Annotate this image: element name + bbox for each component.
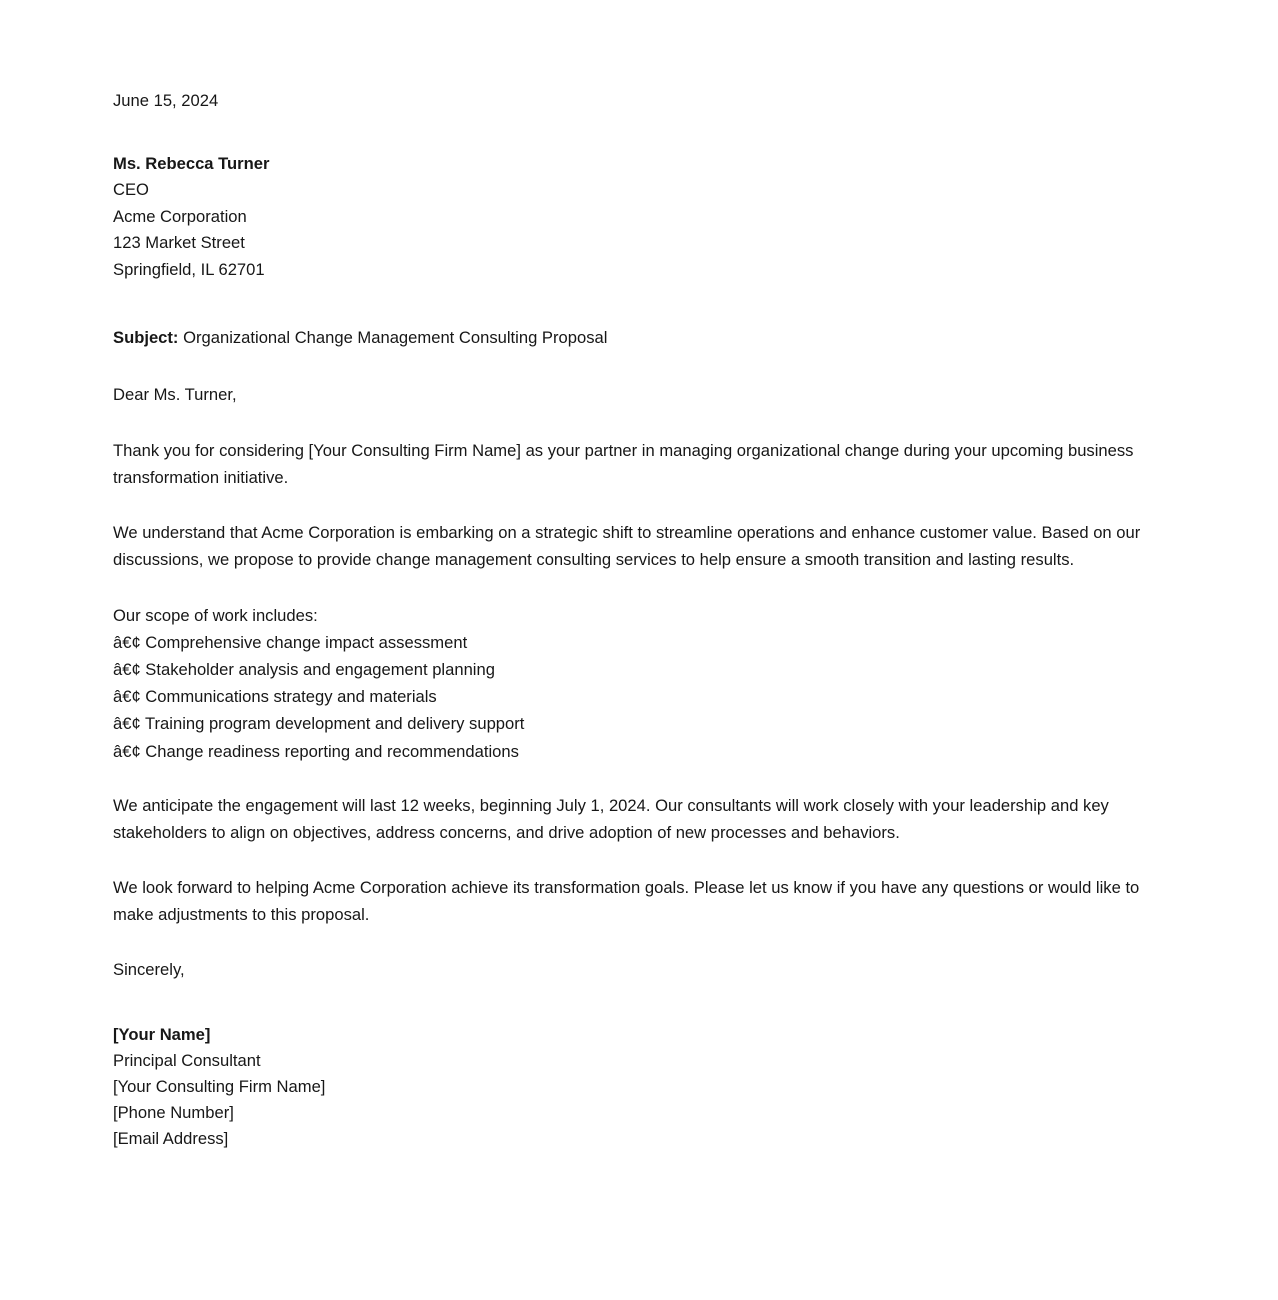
body-paragraph-2: We understand that Acme Corporation is embarking on a strategic shift to streamline operations and enhance customer value. Based on our discussions, we propose to provide change management consulting services to help ensure a smooth transition and lasting results. — [113, 523, 1141, 570]
recipient-title: CEO — [113, 180, 149, 200]
body-paragraph-3: We anticipate the engagement will last 12 weeks, beginning July 1, 2024. Our consultants will work closely with your leadership and key stakeholders to align on objectives, address concerns, and drive adoption of new processes and behaviors. — [113, 795, 1109, 842]
recipient-name: Ms. Rebecca Turner — [113, 153, 270, 173]
list-item — [113, 683, 1167, 710]
signature-block — [113, 1021, 1167, 1151]
letter-date: June 15, 2024 — [113, 91, 219, 110]
list-item — [113, 710, 1167, 737]
list-item-label: Training program development and delivery support — [145, 714, 525, 734]
bullet-icon: â€¢ — [113, 632, 146, 652]
signer-email: [Email Address] — [113, 1128, 229, 1148]
bullet-icon: â€¢ — [113, 714, 145, 734]
body-paragraph-1: Thank you for considering [Your Consulting Firm Name] as your partner in managing organizational change during your upcoming business transformation initiative. — [113, 440, 1134, 487]
bullet-icon: â€¢ — [113, 741, 146, 761]
list-item-label: Comprehensive change impact assessment — [145, 632, 468, 652]
bullet-icon: â€¢ — [113, 659, 146, 679]
list-item-label: Communications strategy and materials — [145, 687, 437, 707]
signer-title: Principal Consultant — [113, 1051, 261, 1071]
recipient-street: 123 Market Street — [113, 233, 245, 253]
scope-list — [113, 629, 1167, 765]
list-item — [113, 629, 1167, 656]
salutation: Dear Ms. Turner, — [113, 385, 237, 405]
signer-firm: [Your Consulting Firm Name] — [113, 1076, 326, 1096]
letter-body — [113, 88, 1167, 1151]
scope-intro: Our scope of work includes: — [113, 605, 318, 625]
body-paragraph-4: We look forward to helping Acme Corporation achieve its transformation goals. Please let us know if you have any questions or would like to make adjustments to this proposal. — [113, 878, 1140, 925]
subject-text: Organizational Change Management Consulting Proposal — [178, 327, 608, 347]
bullet-icon: â€¢ — [113, 687, 146, 707]
recipient-city-state-zip: Springfield, IL 62701 — [113, 259, 265, 279]
list-item-label: Change readiness reporting and recommendations — [145, 741, 519, 761]
list-item — [113, 738, 1167, 765]
subject-line — [113, 325, 1167, 352]
subject-label: Subject: — [113, 327, 179, 347]
signer-name: [Your Name] — [113, 1025, 211, 1045]
list-item — [113, 656, 1167, 683]
recipient-address-block — [113, 151, 1167, 284]
signer-phone: [Phone Number] — [113, 1102, 234, 1122]
list-item-label: Stakeholder analysis and engagement planning — [145, 659, 495, 679]
closing-line: Sincerely, — [113, 959, 185, 979]
recipient-company: Acme Corporation — [113, 206, 247, 226]
